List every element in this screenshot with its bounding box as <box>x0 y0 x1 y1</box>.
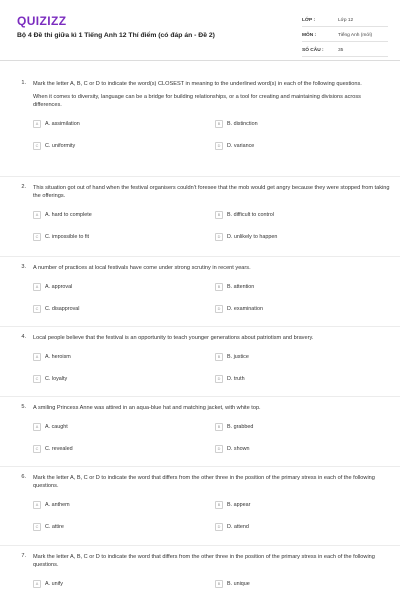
option-letter-box: D <box>215 305 223 313</box>
option-text: A. assimilation <box>45 121 80 127</box>
option-c[interactable] <box>33 522 215 532</box>
option-letter-box: C <box>33 523 41 531</box>
option-b[interactable] <box>215 500 397 510</box>
option-letter-box: C <box>33 305 41 313</box>
option-b[interactable] <box>215 119 397 129</box>
option-c[interactable] <box>33 141 215 151</box>
option-text: A. anthem <box>45 502 70 508</box>
options <box>33 352 390 384</box>
option-letter-box: B <box>215 580 223 588</box>
question-divider <box>0 256 400 257</box>
question-divider <box>0 326 400 327</box>
option-letter-box: A <box>33 353 41 361</box>
option-d[interactable] <box>215 374 397 384</box>
meta-count-label: SỐ CÂU : <box>302 47 324 53</box>
worksheet-meta <box>302 14 388 59</box>
meta-subject-label: MÔN : <box>302 32 317 38</box>
question-statement: A smiling Princess Anne was attired in an aqua-blue hat and matching jacket, with white top. <box>33 405 261 411</box>
question-6 <box>14 474 390 532</box>
option-text: D. examination <box>227 306 263 312</box>
options <box>33 500 390 532</box>
option-a[interactable] <box>33 119 215 129</box>
question-divider <box>0 396 400 397</box>
option-text: B. appear <box>227 502 251 508</box>
option-text: D. truth <box>227 376 245 382</box>
page-title: Bộ 4 Đề thi giữa kì 1 Tiếng Anh 12 Thí điểm (có đáp án - Đề 2) <box>17 32 215 39</box>
question-1 <box>14 80 390 151</box>
option-c[interactable] <box>33 444 215 454</box>
option-letter-box: C <box>33 142 41 150</box>
option-text: A. approval <box>45 284 73 290</box>
option-b[interactable] <box>215 210 397 220</box>
option-a[interactable] <box>33 579 215 589</box>
option-letter-box: B <box>215 283 223 291</box>
option-letter-box: D <box>215 523 223 531</box>
question-divider <box>0 176 400 177</box>
question-statement: A number of practices at local festivals have come under strong scrutiny in recent years. <box>33 265 251 271</box>
option-text: B. unique <box>227 581 250 587</box>
option-text: A. caught <box>45 424 68 430</box>
meta-subject-value: Tiếng Anh (mới) <box>338 32 373 38</box>
option-text: D. variance <box>227 143 255 149</box>
meta-count-value: 35 <box>338 47 344 53</box>
option-c[interactable] <box>33 304 215 314</box>
option-text: B. attention <box>227 284 255 290</box>
option-a[interactable] <box>33 210 215 220</box>
question-statement: Mark the letter A, B, C or D to indicate the word that differs from the other three in the position of the primary stress in each of the following questions. <box>33 475 375 489</box>
option-text: C. loyalty <box>45 376 68 382</box>
question-number: 1. <box>21 80 26 86</box>
option-b[interactable] <box>215 422 397 432</box>
option-c[interactable] <box>33 374 215 384</box>
question-number: 4. <box>21 334 26 340</box>
option-letter-box: A <box>33 580 41 588</box>
question-statement: Mark the letter A, B, C or D to indicate the word that differs from the other three in the position of the primary stress in each of the following questions. <box>33 554 375 568</box>
question-7 <box>14 553 390 589</box>
option-text: B. justice <box>227 354 249 360</box>
option-letter-box: D <box>215 233 223 241</box>
option-b[interactable] <box>215 579 397 589</box>
option-text: A. hard to complete <box>45 212 92 218</box>
question-divider <box>0 466 400 467</box>
question-number: 7. <box>21 553 26 559</box>
question-passage: When it comes to diversity, language can be a bridge for building relationships, or a tool for creating and maintaining divisions across differences. <box>33 94 361 108</box>
option-d[interactable] <box>215 304 397 314</box>
option-letter-box: B <box>215 211 223 219</box>
question-statement: This situation got out of hand when the festival organisers couldn't foresee that the mob would get angry because they were stopped from taking the offerings. <box>33 185 390 199</box>
options <box>33 210 390 242</box>
option-letter-box: B <box>215 423 223 431</box>
header-divider <box>0 60 400 61</box>
option-text: C. impossible to fit <box>45 234 90 240</box>
question-statement: Local people believe that the festival is an opportunity to teach younger generations about patriotism and bravery. <box>33 335 314 341</box>
options <box>33 282 390 314</box>
option-letter-box: B <box>215 501 223 509</box>
question-number: 5. <box>21 404 26 410</box>
option-text: D. unlikely to happen <box>227 234 278 240</box>
option-d[interactable] <box>215 522 397 532</box>
option-letter-box: C <box>33 375 41 383</box>
option-letter-box: D <box>215 445 223 453</box>
question-5 <box>14 404 390 454</box>
option-b[interactable] <box>215 352 397 362</box>
option-letter-box: C <box>33 233 41 241</box>
option-letter-box: A <box>33 211 41 219</box>
meta-count <box>302 44 388 57</box>
option-letter-box: D <box>215 375 223 383</box>
option-d[interactable] <box>215 141 397 151</box>
option-a[interactable] <box>33 352 215 362</box>
quizizz-logo[interactable]: QUIZIZZ <box>17 14 67 28</box>
option-a[interactable] <box>33 422 215 432</box>
option-d[interactable] <box>215 444 397 454</box>
option-c[interactable] <box>33 232 215 242</box>
option-text: A. unify <box>45 581 63 587</box>
question-4 <box>14 334 390 384</box>
option-text: C. attire <box>45 524 64 530</box>
option-letter-box: A <box>33 283 41 291</box>
option-a[interactable] <box>33 282 215 292</box>
option-letter-box: A <box>33 501 41 509</box>
option-letter-box: A <box>33 120 41 128</box>
meta-class-label: LỚP : <box>302 17 316 23</box>
option-a[interactable] <box>33 500 215 510</box>
option-letter-box: C <box>33 445 41 453</box>
meta-class-value: Lớp 12 <box>338 17 354 23</box>
meta-subject <box>302 29 388 42</box>
question-number: 2. <box>21 184 26 190</box>
option-letter-box: B <box>215 120 223 128</box>
question-number: 3. <box>21 264 26 270</box>
option-letter-box: D <box>215 142 223 150</box>
option-text: D. shown <box>227 446 250 452</box>
option-text: B. difficult to control <box>227 212 274 218</box>
question-number: 6. <box>21 474 26 480</box>
option-text: B. distinction <box>227 121 258 127</box>
option-text: C. revealed <box>45 446 73 452</box>
option-text: A. heroism <box>45 354 71 360</box>
question-divider <box>0 545 400 546</box>
question-instruction: Mark the letter A, B, C or D to indicate the word(s) CLOSEST in meaning to the underlined word(s) in each of the following questions. <box>33 81 362 87</box>
option-d[interactable] <box>215 232 397 242</box>
options <box>33 422 390 454</box>
options <box>33 119 390 151</box>
option-letter-box: A <box>33 423 41 431</box>
question-2 <box>14 184 390 242</box>
option-text: C. uniformity <box>45 143 76 149</box>
option-text: D. attend <box>227 524 249 530</box>
meta-class <box>302 14 388 27</box>
option-letter-box: B <box>215 353 223 361</box>
option-b[interactable] <box>215 282 397 292</box>
option-text: B. grabbed <box>227 424 254 430</box>
question-3 <box>14 264 390 314</box>
option-text: C. disapproval <box>45 306 80 312</box>
options <box>33 579 390 589</box>
